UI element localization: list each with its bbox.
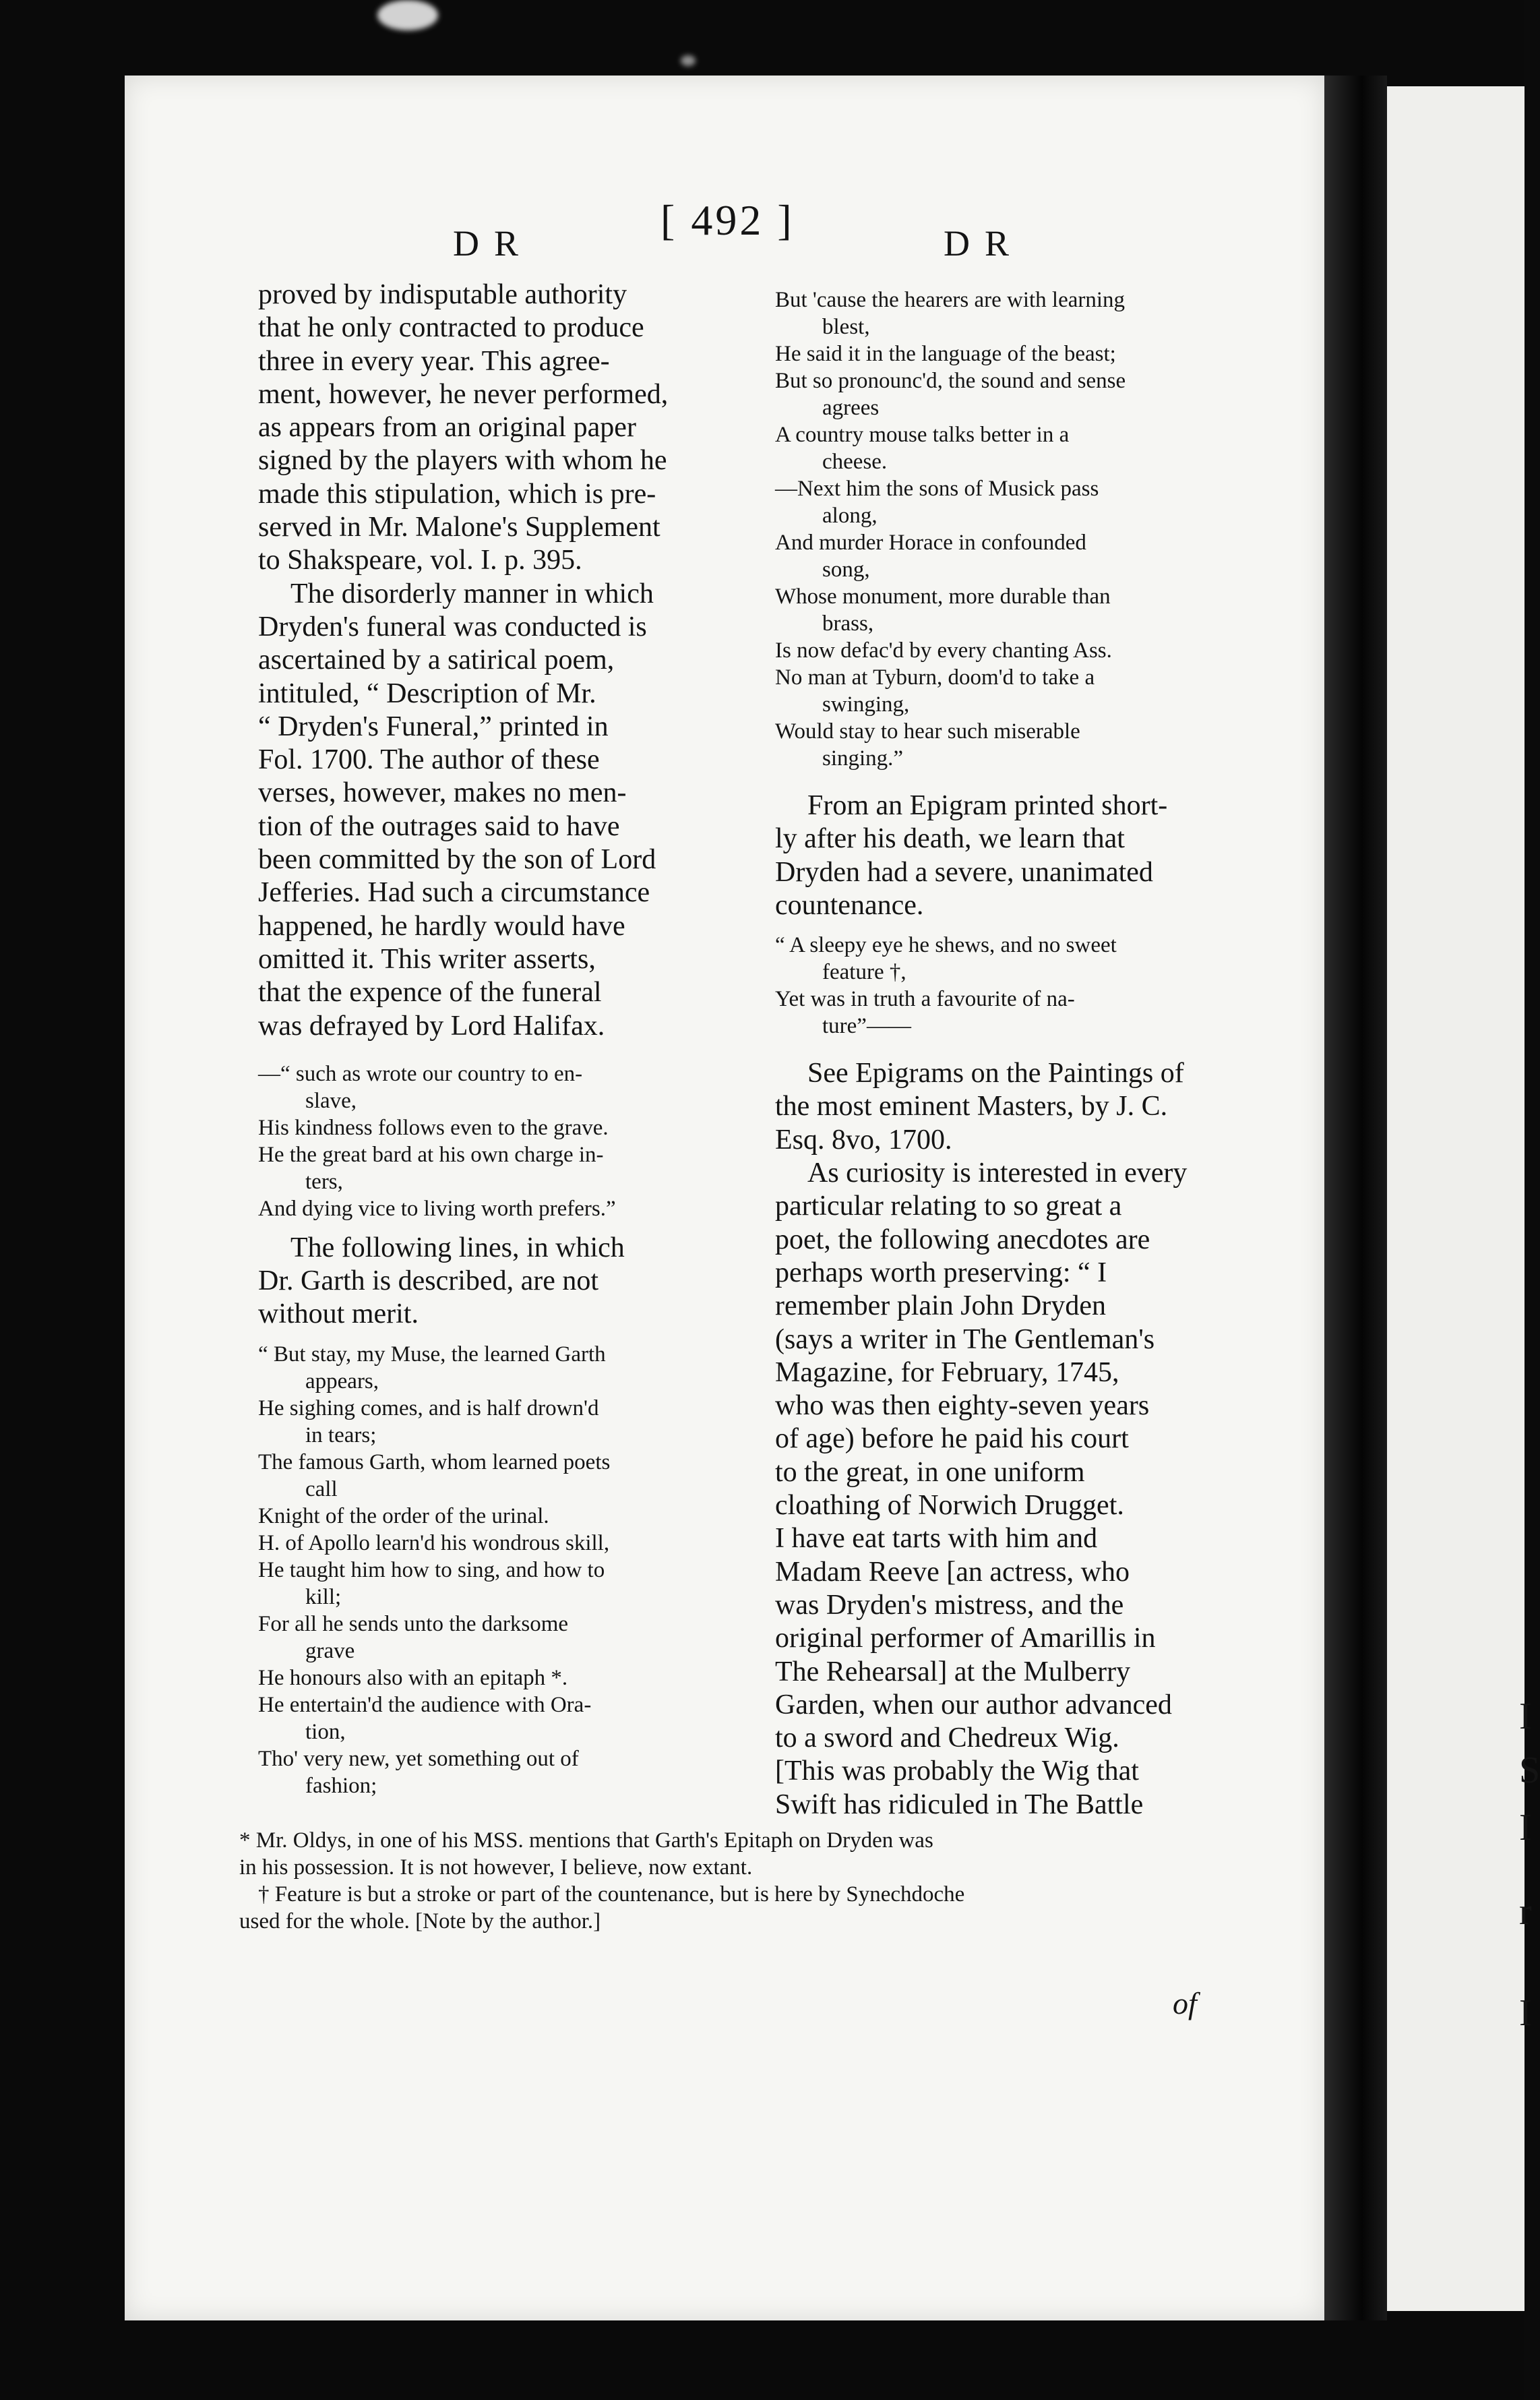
text-line: Dryden had a severe, unanimated xyxy=(775,856,1153,888)
text-line: was Dryden's mistress, and the xyxy=(775,1589,1124,1621)
next-page-fragment: S xyxy=(1519,1749,1540,1791)
text-line: Fol. 1700. The author of these xyxy=(258,744,600,776)
verse-line: He said it in the language of the beast; xyxy=(775,342,1116,366)
text-line: Jefferies. Had such a circumstance xyxy=(258,877,650,909)
text-line: The disorderly manner in which xyxy=(290,578,654,609)
text-line: of age) before he paid his court xyxy=(775,1423,1129,1455)
text-line: Garden, when our author advanced xyxy=(775,1689,1172,1720)
text-line: who was then eighty-seven years xyxy=(775,1390,1150,1422)
text-line: to Shakspeare, vol. I. p. 395. xyxy=(258,545,582,576)
verse-line: H. of Apollo learn'd his wondrous skill, xyxy=(258,1530,610,1555)
text-line: Dr. Garth is described, are not xyxy=(258,1265,599,1297)
verse-line: He taught him how to sing, and how to xyxy=(258,1557,605,1582)
page-number: [ 492 ] xyxy=(660,196,795,244)
verse-line: No man at Tyburn, doom'd to take a xyxy=(775,665,1095,690)
verse-line: He entertain'd the audience with Ora- xyxy=(258,1692,592,1717)
text-line: From an Epigram printed short- xyxy=(807,790,1168,821)
text-line: that he only contracted to produce xyxy=(258,312,644,344)
verse-line: His kindness follows even to the grave. xyxy=(258,1115,609,1140)
text-line: intituled, “ Description of Mr. xyxy=(258,678,596,709)
left-column xyxy=(258,278,718,1799)
text-line: [This was probably the Wig that xyxy=(775,1756,1139,1787)
spacer xyxy=(258,1331,718,1341)
verse-line: feature †, xyxy=(822,960,906,985)
verse-line: swinging, xyxy=(822,692,910,717)
verse-line: Tho' very new, yet something out of xyxy=(258,1746,579,1771)
text-line: See Epigrams on the Paintings of xyxy=(807,1058,1184,1089)
spacer xyxy=(775,772,1206,789)
verse-line: A country mouse talks better in a xyxy=(775,423,1070,447)
verse-line: grave xyxy=(305,1638,355,1663)
verse-line: ters, xyxy=(305,1169,343,1194)
verse-line: kill; xyxy=(305,1584,342,1609)
verse-line: singing.” xyxy=(822,746,904,771)
next-page-fragment: r xyxy=(1519,1891,1532,1933)
verse-line: Is now defac'd by every chanting Ass. xyxy=(775,638,1112,663)
spacer xyxy=(775,922,1206,932)
text-line: that the expence of the funeral xyxy=(258,977,602,1009)
text-line: been committed by the son of Lord xyxy=(258,844,656,876)
smudge xyxy=(681,55,696,66)
text-line: ment, however, he never performed, xyxy=(258,378,669,410)
verse-line: along, xyxy=(822,504,877,528)
verse-line: —Next him the sons of Musick pass xyxy=(775,477,1099,501)
footnote-line: used for the whole. [Note by the author.] xyxy=(239,1909,601,1933)
spacer xyxy=(258,1043,718,1060)
text-line: proved by indisputable authority xyxy=(258,279,627,310)
verse-line: fashion; xyxy=(305,1773,377,1798)
smudge xyxy=(377,0,438,30)
text-line: ly after his death, we learn that xyxy=(775,823,1125,855)
text-line: to the great, in one uniform xyxy=(775,1456,1085,1488)
footnote-line: * Mr. Oldys, in one of his MSS. mentions that Garth's Epitaph on Dryden was xyxy=(239,1828,933,1853)
verse-line: Would stay to hear such miserable xyxy=(775,719,1080,744)
footnote-line: in his possession. It is not however, I believe, now extant. xyxy=(239,1855,753,1880)
text-line: the most eminent Masters, by J. C. xyxy=(775,1091,1168,1122)
running-head-left: DR xyxy=(453,223,534,264)
verse-line: song, xyxy=(822,558,870,582)
spacer xyxy=(775,1040,1206,1057)
adjacent-page-edge xyxy=(1387,86,1540,2311)
verse-line: “ A sleepy eye he shews, and no sweet xyxy=(775,933,1117,958)
verse-line: Yet was in truth a favourite of na- xyxy=(775,987,1075,1012)
verse-line: But 'cause the hearers are with learning xyxy=(775,288,1126,312)
footnote-line: † Feature is but a stroke or part of the countenance, but is here by Synechdoche xyxy=(258,1882,965,1907)
text-line: Swift has ridiculed in The Battle xyxy=(775,1789,1144,1820)
text-line: poet, the following anecdotes are xyxy=(775,1224,1150,1255)
text-line: I have eat tarts with him and xyxy=(775,1523,1098,1555)
text-line: particular relating to so great a xyxy=(775,1191,1122,1222)
verse-line: blest, xyxy=(822,315,870,339)
spacer xyxy=(258,1222,718,1232)
verse-line: in tears; xyxy=(305,1422,377,1447)
text-line: Esq. 8vo, 1700. xyxy=(775,1124,952,1156)
text-line: original performer of Amarillis in xyxy=(775,1623,1156,1654)
text-line: served in Mr. Malone's Supplement xyxy=(258,512,660,543)
verse-line: And dying vice to living worth prefers.” xyxy=(258,1196,616,1221)
text-line: Madam Reeve [an actress, who xyxy=(775,1556,1130,1588)
text-line: The Rehearsal] at the Mulberry xyxy=(775,1656,1131,1687)
text-line: As curiosity is interested in every xyxy=(807,1158,1188,1189)
gutter-shadow xyxy=(1324,76,1387,2320)
next-page-fragment: I xyxy=(1519,1992,1532,2034)
verse-line: appears, xyxy=(305,1369,379,1393)
text-line: ascertained by a satirical poem, xyxy=(258,644,615,676)
verse-line: He sighing comes, and is half drown'd xyxy=(258,1396,599,1420)
verse-line: ture”—— xyxy=(822,1014,911,1039)
verse-line: He the great bard at his own charge in- xyxy=(258,1142,604,1167)
verse-line: And murder Horace in confounded xyxy=(775,531,1086,555)
catchword: of xyxy=(1173,1986,1197,2020)
text-line: The following lines, in which xyxy=(290,1232,625,1263)
next-page-fragment: I xyxy=(1519,1696,1532,1737)
footnotes xyxy=(239,1827,1210,1935)
verse-line: —“ such as wrote our country to en- xyxy=(258,1061,583,1086)
verse-line: agrees xyxy=(822,396,880,420)
text-line: signed by the players with whom he xyxy=(258,445,667,477)
text-line: made this stipulation, which is pre- xyxy=(258,478,656,510)
text-line: verses, however, makes no men- xyxy=(258,777,627,809)
verse-line: The famous Garth, whom learned poets xyxy=(258,1449,611,1474)
verse-line: “ But stay, my Muse, the learned Garth xyxy=(258,1342,606,1367)
text-line: to a sword and Chedreux Wig. xyxy=(775,1722,1119,1754)
text-line: perhaps worth preserving: “ I xyxy=(775,1257,1107,1288)
right-column xyxy=(775,287,1206,1822)
text-line: cloathing of Norwich Drugget. xyxy=(775,1490,1124,1522)
verse-line: slave, xyxy=(305,1088,357,1113)
text-line: Dryden's funeral was conducted is xyxy=(258,611,647,642)
running-head-right: DR xyxy=(944,223,1024,264)
verse-line: Knight of the order of the urinal. xyxy=(258,1503,549,1528)
verse-line: Whose monument, more durable than xyxy=(775,584,1111,609)
text-line: countenance. xyxy=(775,889,924,921)
verse-line: cheese. xyxy=(822,450,888,474)
text-line: without merit. xyxy=(258,1298,419,1330)
verse-line: call xyxy=(305,1476,338,1501)
text-line: as appears from an original paper xyxy=(258,412,636,444)
verse-line: But so pronounc'd, the sound and sense xyxy=(775,369,1126,393)
text-line: (says a writer in The Gentleman's xyxy=(775,1323,1155,1355)
text-line: Magazine, for February, 1745, xyxy=(775,1356,1119,1388)
text-line: “ Dryden's Funeral,” printed in xyxy=(258,711,609,742)
verse-line: He honours also with an epitaph *. xyxy=(258,1665,568,1690)
text-line: happened, he hardly would have xyxy=(258,910,625,942)
text-line: omitted it. This writer asserts, xyxy=(258,943,596,975)
verse-line: For all he sends unto the darksome xyxy=(258,1611,569,1636)
verse-line: brass, xyxy=(822,611,874,636)
text-line: was defrayed by Lord Halifax. xyxy=(258,1010,605,1042)
verse-line: tion, xyxy=(305,1719,346,1744)
text-line: three in every year. This agree- xyxy=(258,345,610,377)
next-page-fragment: I xyxy=(1519,1807,1532,1849)
text-line: remember plain John Dryden xyxy=(775,1290,1107,1322)
text-line: tion of the outrages said to have xyxy=(258,810,620,842)
